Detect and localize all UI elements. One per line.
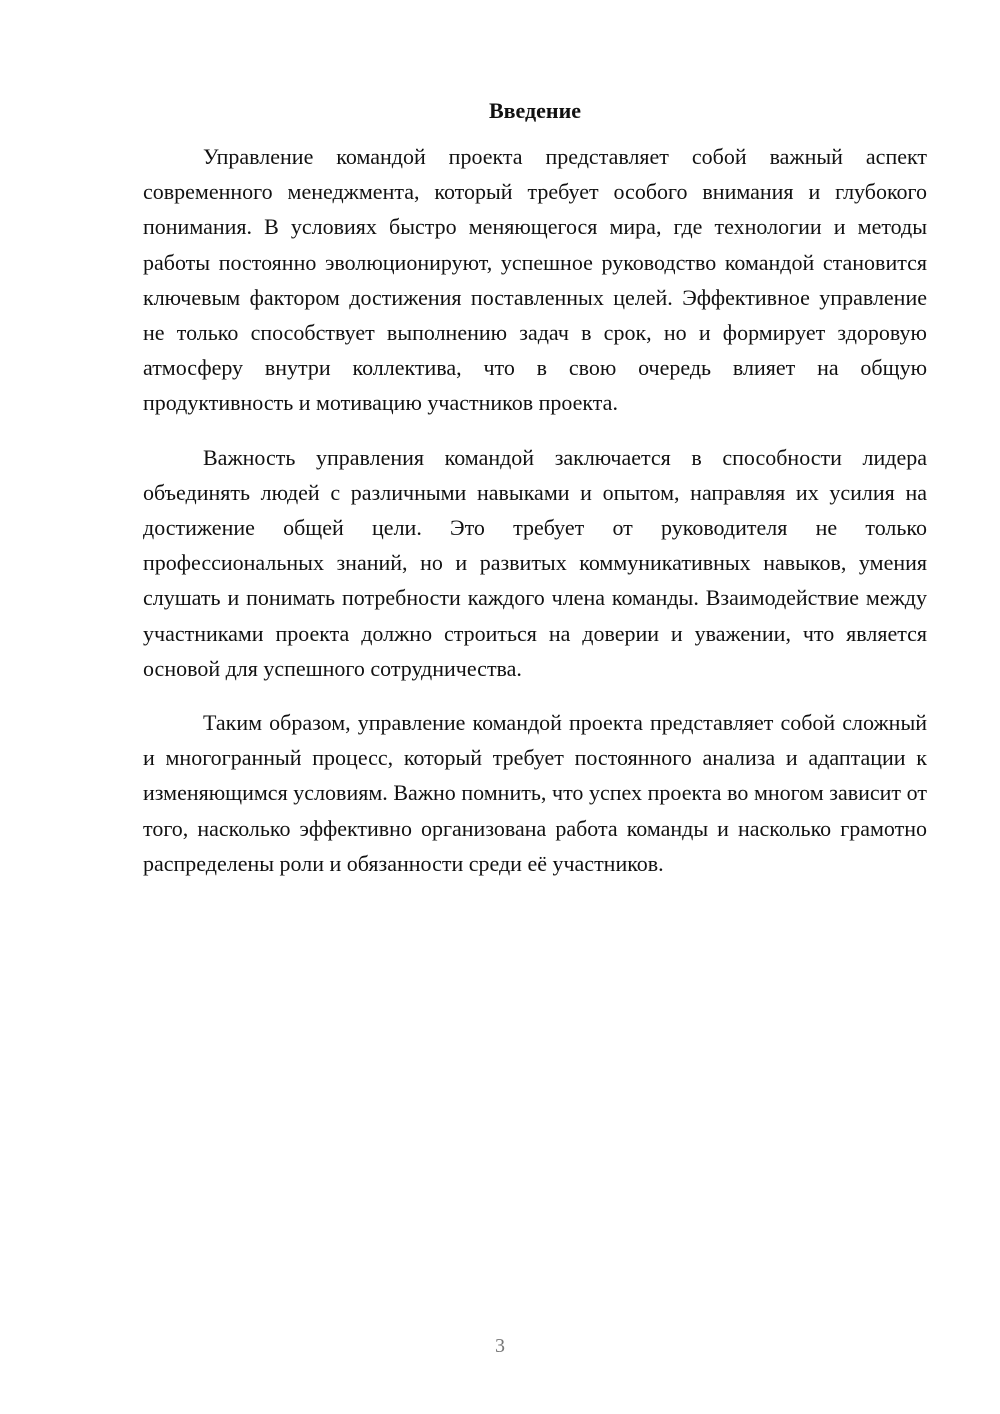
paragraph-3: Таким образом, управление командой проекта представляет собой сложный и многогранный процесс, который требует постоянного анализа и адаптации к изменяющимся условиям. Важно помнить, что успех проекта во многом зависит от того, насколько эффективно организована работа команды и насколько грамотно распределены роли и обязанности среди её участников. (143, 710, 927, 876)
page-number: 3 (495, 1335, 505, 1357)
paragraph-2: Важность управления командой заключается в способности лидера объединять людей с различными навыками и опытом, направляя их усилия на достижение общей цели. Это требует от руководителя не только профессиональных знаний, но и развитых коммуникативных навыков, умения слушать и понимать потребности каждого члена команды. Взаимодействие между участниками проекта должно строиться на доверии и уважении, что является основой для успешного сотрудничества. (143, 444, 927, 681)
section-heading: Введение (488, 98, 582, 123)
page-content (143, 96, 927, 881)
paragraph-1: Управление командой проекта представляет собой важный аспект современного менеджмента, который требует особого внимания и глубокого понимания. В условиях быстро меняющегося мира, где технологии и методы работы постоянно эволюционируют, успешное руководство командой становится ключевым фактором достижения поставленных целей. Эффективное управление не только способствует выполнению задач в срок, но и формирует здоровую атмосферу внутри коллектива, что в свою очередь влияет на общую продуктивность и мотивацию участников проекта. (143, 144, 927, 416)
